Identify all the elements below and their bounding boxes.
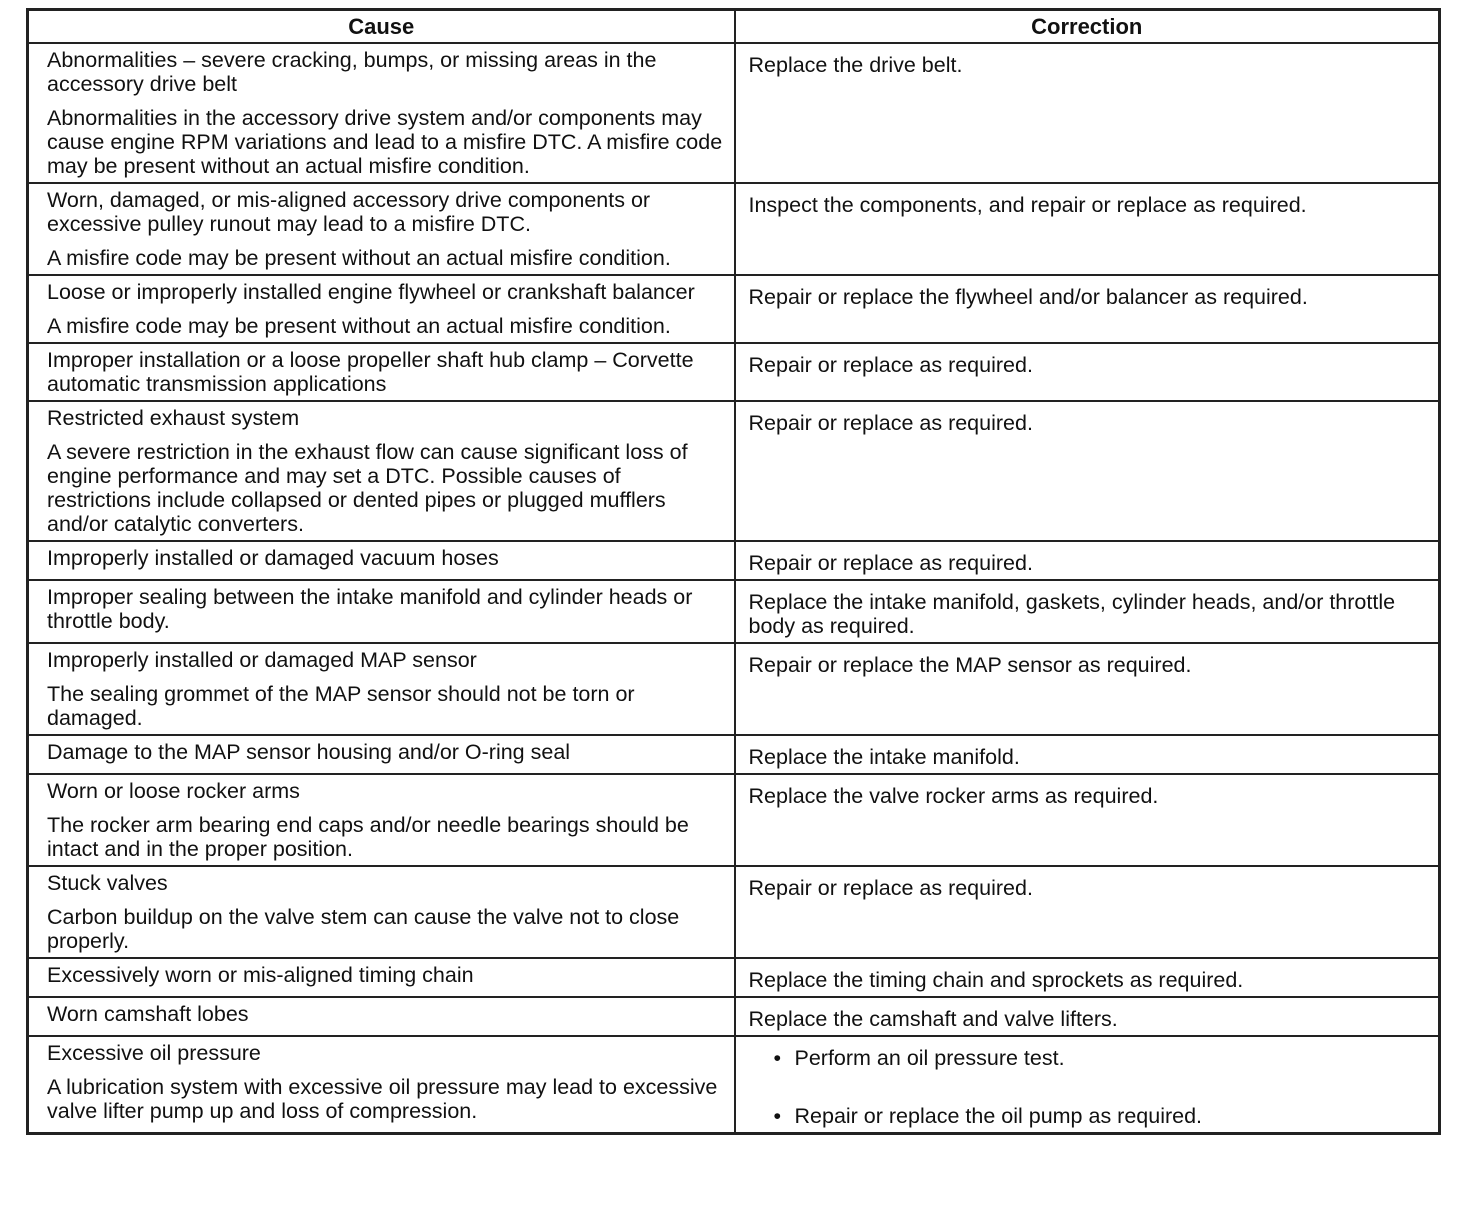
correction-text: Repair or replace the MAP sensor as required. <box>748 653 1192 677</box>
cause-text: Worn, damaged, or mis-aligned accessory drive components or excessive pulley runout may lead to a misfire DTC. <box>47 188 651 236</box>
table-row <box>28 643 1440 735</box>
cause-cell <box>28 541 735 580</box>
table-row <box>28 580 1440 643</box>
cause-text: Worn or loose rocker arms <box>47 779 300 803</box>
bullet-marker: • <box>773 1104 782 1128</box>
cause-cell <box>28 997 735 1036</box>
correction-text: Repair or replace as required. <box>748 876 1033 900</box>
cause-note: Abnormalities in the accessory drive system and/or components may cause engine RPM variations and lead to a misfire DTC. A misfire code may be present without an actual misfire condition. <box>47 106 723 178</box>
cause-text: Improper sealing between the intake manifold and cylinder heads or throttle body. <box>47 585 693 633</box>
correction-text: Replace the drive belt. <box>748 53 963 77</box>
cause-note: A misfire code may be present without an actual misfire condition. <box>47 246 671 270</box>
correction-cell <box>735 735 1440 774</box>
table-row <box>28 275 1440 343</box>
cause-text: Improper installation or a loose propeller shaft hub clamp – Corvette automatic transmission applications <box>47 348 694 396</box>
bullet-marker: • <box>773 1046 782 1070</box>
correction-text: Repair or replace as required. <box>748 353 1033 377</box>
table-header-row <box>28 10 1440 44</box>
correction-cell <box>735 343 1440 401</box>
correction-text: Replace the timing chain and sprockets as required. <box>748 968 1244 992</box>
correction-cell <box>735 275 1440 343</box>
cause-text: Excessive oil pressure <box>47 1041 261 1065</box>
correction-cell <box>735 866 1440 958</box>
cause-text: Abnormalities – severe cracking, bumps, or missing areas in the accessory drive belt <box>47 48 657 96</box>
table-row <box>28 343 1440 401</box>
correction-bullet-text: Repair or replace the oil pump as required. <box>794 1104 1203 1128</box>
cause-note: Carbon buildup on the valve stem can cause the valve not to close properly. <box>47 905 680 953</box>
cause-note: The sealing grommet of the MAP sensor should not be torn or damaged. <box>47 682 635 730</box>
cause-cell <box>28 343 735 401</box>
cause-note: A lubrication system with excessive oil pressure may lead to excessive valve lifter pump up and loss of compression. <box>47 1075 718 1123</box>
correction-bullet-list <box>749 1046 1429 1128</box>
correction-text: Replace the intake manifold. <box>748 745 1020 769</box>
table-row <box>28 866 1440 958</box>
table-row <box>28 735 1440 774</box>
cause-text: Worn camshaft lobes <box>47 1002 249 1026</box>
correction-cell <box>735 643 1440 735</box>
table-row <box>28 401 1440 541</box>
cause-cell <box>28 401 735 541</box>
table-row <box>28 1036 1440 1134</box>
correction-bullet-text: Perform an oil pressure test. <box>794 1046 1065 1070</box>
cause-text: Excessively worn or mis-aligned timing chain <box>47 963 474 987</box>
cause-cell <box>28 275 735 343</box>
correction-text: Repair or replace as required. <box>748 411 1033 435</box>
table-row <box>28 774 1440 866</box>
cause-note: A severe restriction in the exhaust flow can cause significant loss of engine performance and may set a DTC. Possible causes of restrictions include collapsed or dented pipes or plugged mufflers and/or catalytic converters. <box>47 440 688 536</box>
cause-correction-table <box>26 8 1441 1135</box>
cause-note: The rocker arm bearing end caps and/or needle bearings should be intact and in the proper position. <box>47 813 689 861</box>
correction-cell <box>735 183 1440 275</box>
correction-cell <box>735 997 1440 1036</box>
table-row <box>28 541 1440 580</box>
correction-column-header: Correction <box>735 10 1440 44</box>
cause-cell <box>28 643 735 735</box>
correction-cell <box>735 1036 1440 1134</box>
correction-text: Inspect the components, and repair or replace as required. <box>748 193 1307 217</box>
correction-cell <box>735 541 1440 580</box>
correction-text: Replace the intake manifold, gaskets, cylinder heads, and/or throttle body as required. <box>748 590 1396 638</box>
correction-bullet-item <box>749 1046 1429 1070</box>
cause-cell <box>28 866 735 958</box>
cause-cell <box>28 1036 735 1134</box>
correction-cell <box>735 401 1440 541</box>
cause-text: Damage to the MAP sensor housing and/or O-ring seal <box>47 740 571 764</box>
cause-text: Restricted exhaust system <box>47 406 300 430</box>
cause-cell <box>28 580 735 643</box>
correction-cell <box>735 43 1440 183</box>
correction-cell <box>735 774 1440 866</box>
table-row <box>28 43 1440 183</box>
cause-cell <box>28 43 735 183</box>
cause-cell <box>28 735 735 774</box>
correction-cell <box>735 580 1440 643</box>
correction-bullet-item <box>749 1104 1429 1128</box>
cause-column-header: Cause <box>28 10 735 44</box>
cause-text: Stuck valves <box>47 871 168 895</box>
correction-cell <box>735 958 1440 997</box>
cause-text: Improperly installed or damaged vacuum hoses <box>47 546 499 570</box>
table-row <box>28 958 1440 997</box>
diagnostic-table-page <box>26 8 1441 1135</box>
cause-text: Improperly installed or damaged MAP sensor <box>47 648 477 672</box>
correction-text: Replace the valve rocker arms as required. <box>748 784 1159 808</box>
correction-text: Repair or replace as required. <box>748 551 1033 575</box>
cause-cell <box>28 958 735 997</box>
cause-cell <box>28 774 735 866</box>
correction-text: Repair or replace the flywheel and/or balancer as required. <box>748 285 1308 309</box>
cause-text: Loose or improperly installed engine flywheel or crankshaft balancer <box>47 280 695 304</box>
cause-cell <box>28 183 735 275</box>
correction-text: Replace the camshaft and valve lifters. <box>748 1007 1118 1031</box>
table-row <box>28 183 1440 275</box>
cause-note: A misfire code may be present without an actual misfire condition. <box>47 314 671 338</box>
table-row <box>28 997 1440 1036</box>
